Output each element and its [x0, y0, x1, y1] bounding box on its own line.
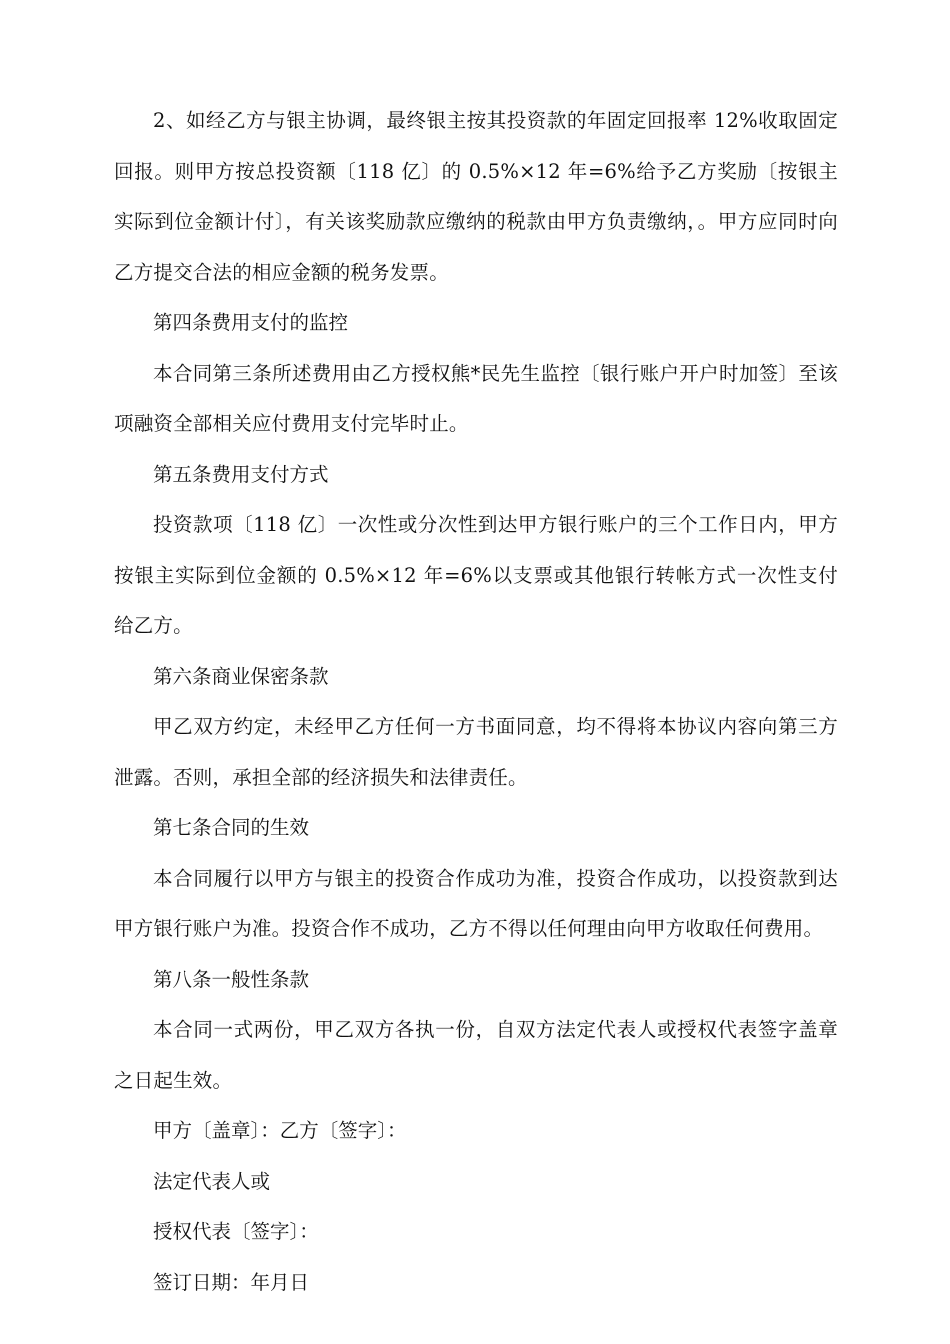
article-7-heading: 第七条合同的生效 — [153, 816, 310, 839]
clause-3-item-2: 2、如经乙方与银主协调，最终银主按其投资款的年固定回报率 12%收取固定回报。则甲方按总投资额〔118 亿〕的 0.5%×12 年=6%给予乙方奖励〔按银主实际到位金额计付〕，有关该奖励款应缴纳的税款由甲方负责缴纳，。甲方应同时向乙方提交合法的相应金额的税务发票。 — [114, 109, 838, 284]
article-5-body: 投资款项〔118 亿〕一次性或分次性到达甲方银行账户的三个工作日内，甲方按银主实际到位金额的 0.5%×12 年=6%以支票或其他银行转帐方式一次性支付给乙方。 — [114, 513, 838, 637]
article-4-heading: 第四条费用支付的监控 — [153, 311, 349, 334]
article-8-heading: 第八条一般性条款 — [153, 967, 310, 991]
article-6-body: 甲乙双方约定，未经甲乙方任何一方书面同意，均不得将本协议内容向第三方泄露。否则，承担全部的经济损失和法律责任。 — [114, 715, 838, 789]
article-4-body: 本合同第三条所述费用由乙方授权熊*民先生监控〔银行账户开户时加签〕至该项融资全部相关应付费用支付完毕时止。 — [114, 361, 838, 435]
article-6-heading: 第六条商业保密条款 — [153, 664, 329, 688]
article-8-body: 本合同一式两份，甲乙双方各执一份，自双方法定代表人或授权代表签字盖章之日起生效。 — [114, 1018, 838, 1092]
signature-authorized-rep: 授权代表〔签字〕： — [153, 1220, 319, 1243]
article-7-body: 本合同履行以甲方与银主的投资合作成功为准，投资合作成功，以投资款到达甲方银行账户为准。投资合作不成功，乙方不得以任何理由向甲方收取任何费用。 — [114, 866, 838, 940]
article-5-heading: 第五条费用支付方式 — [153, 462, 329, 486]
signature-legal-rep: 法定代表人或 — [153, 1169, 271, 1193]
document-body — [114, 96, 838, 1308]
signature-parties: 甲方〔盖章〕：乙方〔签字〕： — [153, 1119, 407, 1142]
signature-date: 签订日期：年月日 — [153, 1270, 310, 1294]
